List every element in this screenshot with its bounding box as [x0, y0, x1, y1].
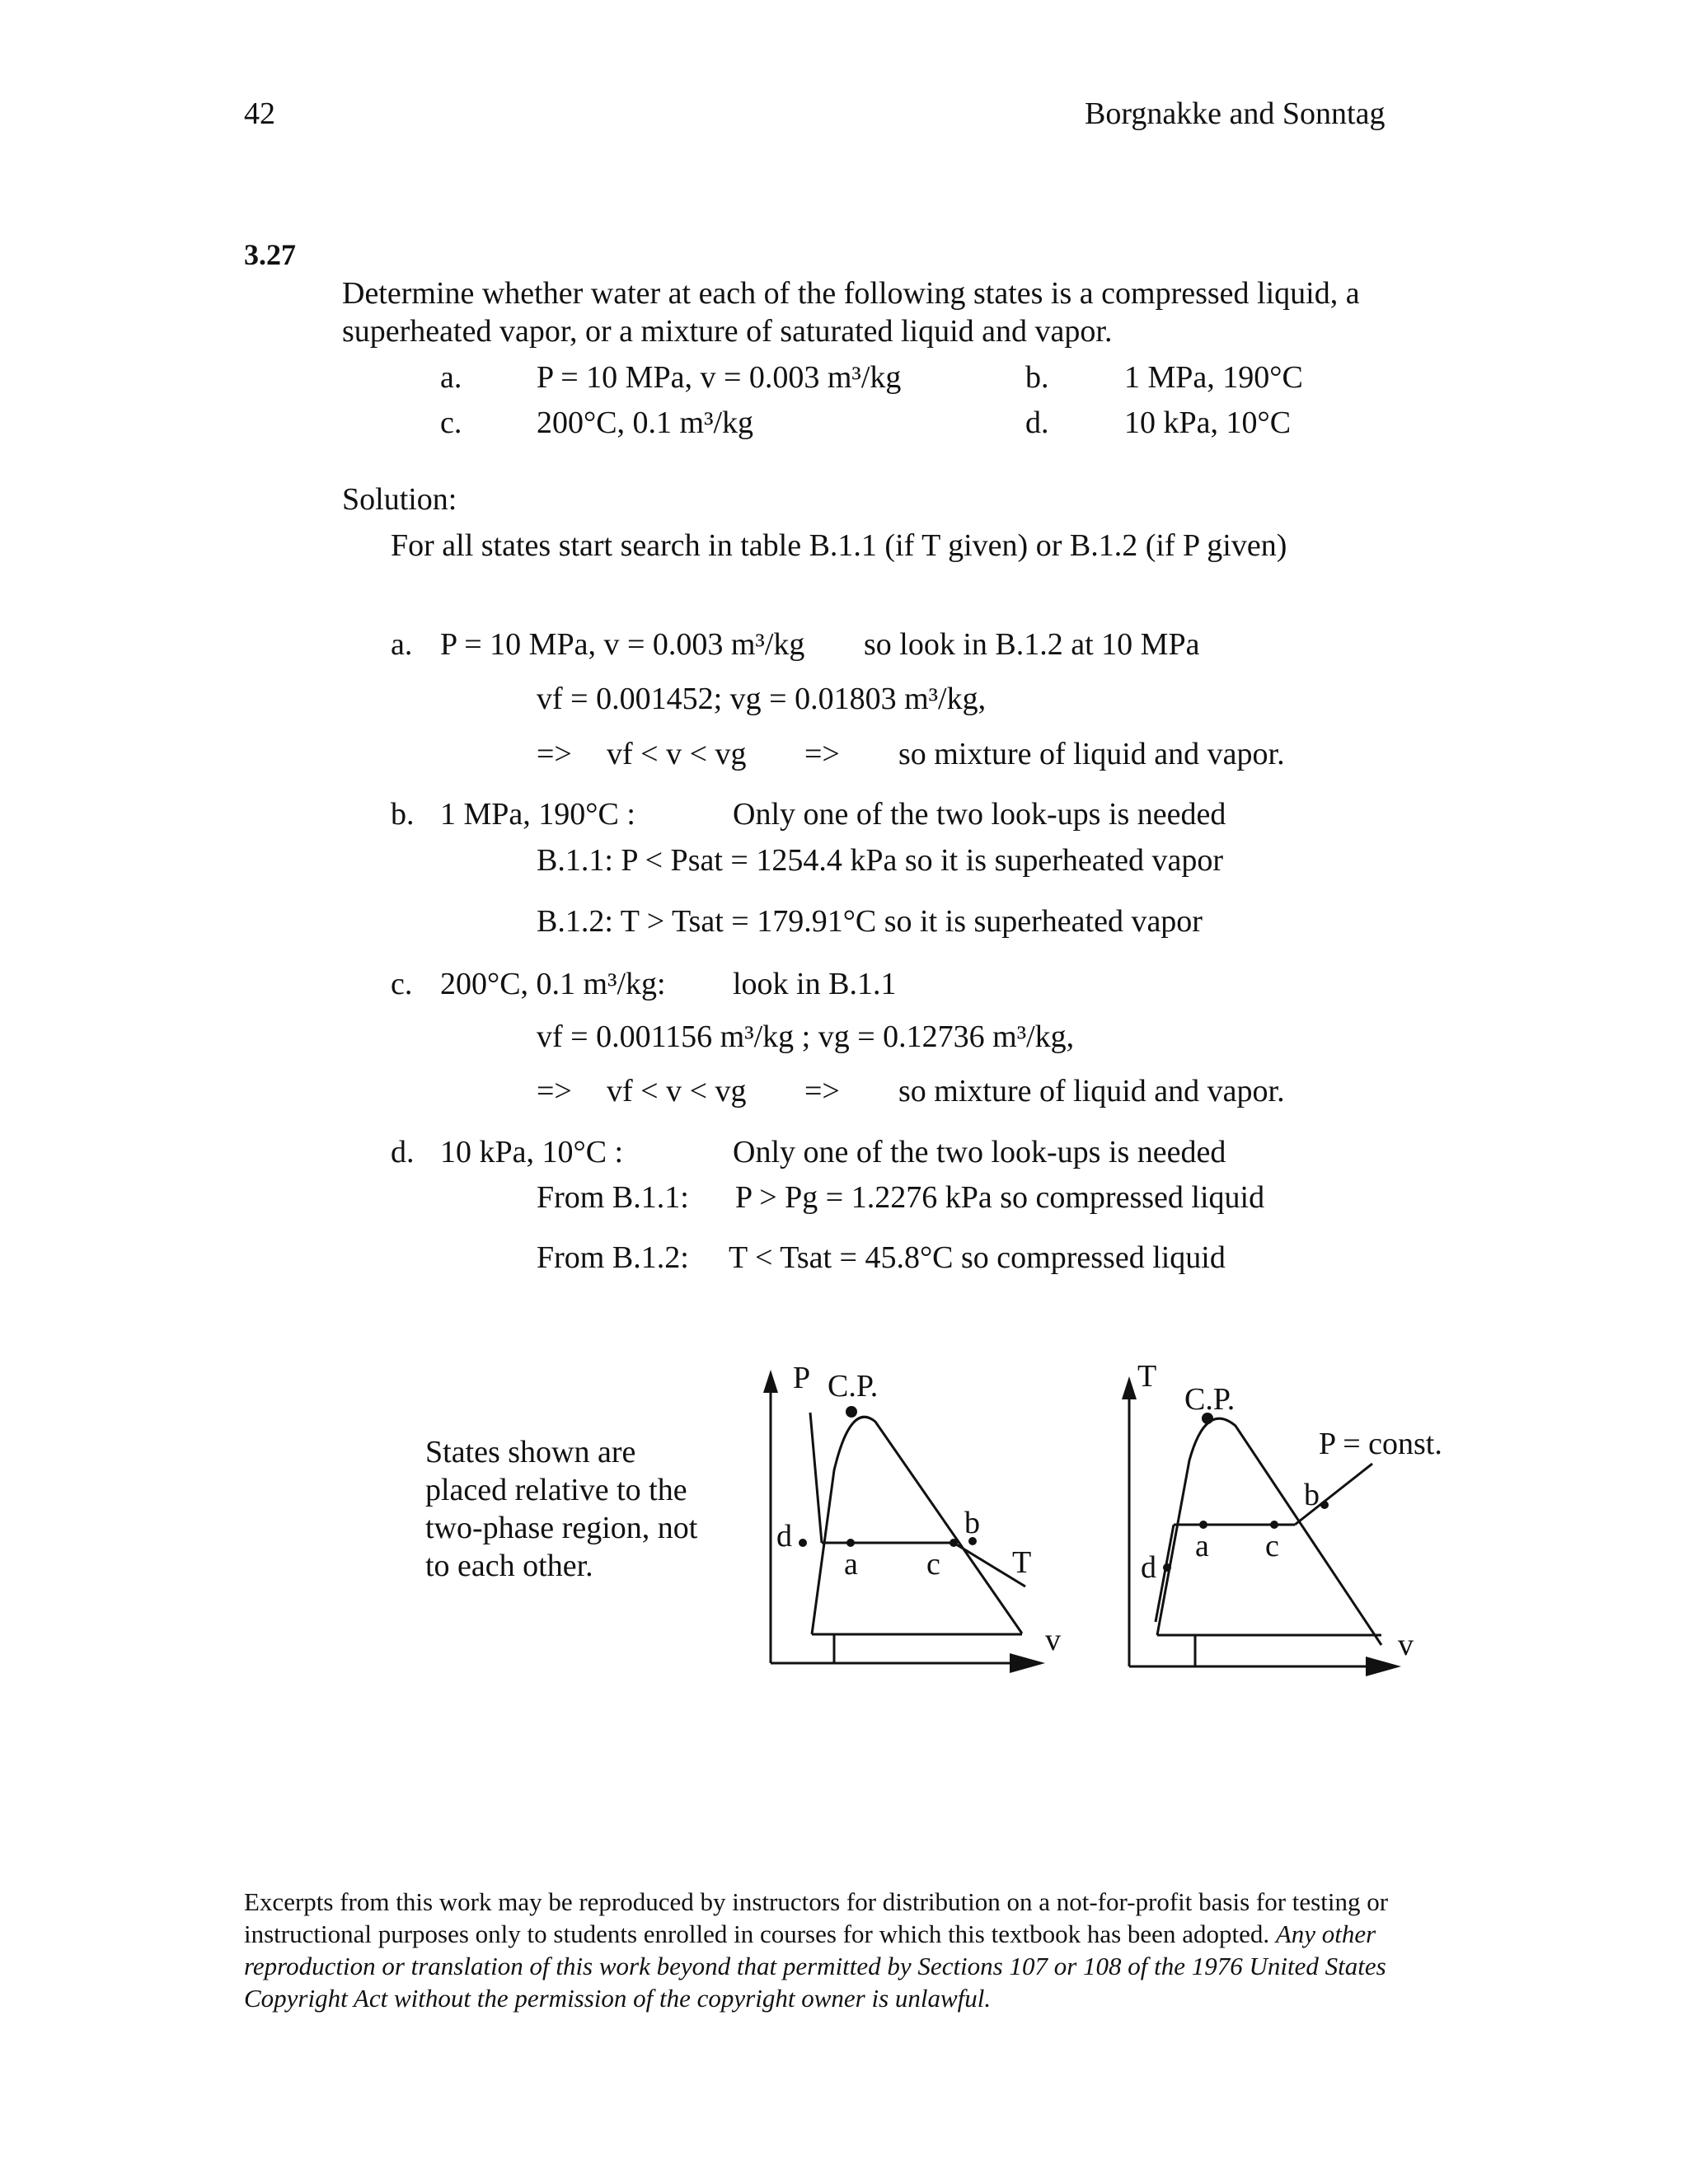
page-number: 42: [244, 96, 275, 131]
part-c-arrow2: =>: [804, 1074, 840, 1108]
pv-state-d-dot: [799, 1539, 807, 1547]
part-c-arrow1: =>: [537, 1074, 572, 1108]
part-d-given: 10 kPa, 10°C :: [440, 1135, 624, 1169]
part-c-line2: vf = 0.001156 m³/kg ; vg = 0.12736 m³/kg,: [537, 1019, 1075, 1054]
pv-d-label: d: [776, 1519, 792, 1554]
part-a-look: so look in B.1.2 at 10 MPa: [864, 627, 1200, 662]
tv-cp-label: C.P.: [1184, 1382, 1236, 1417]
footer-italic: Any other reproduction or translation of this work beyond that permitted by Sections 107 or 108 of the 1976 United States Copyright Act without the permission of the copyright owner is unlawful.: [244, 1919, 1386, 2013]
pv-y-axis-arrow: [763, 1370, 778, 1393]
pv-b-label: b: [964, 1506, 980, 1540]
part-c-conclusion: so mixture of liquid and vapor.: [898, 1074, 1285, 1108]
part-a-line2: vf = 0.001452; vg = 0.01803 m³/kg,: [537, 682, 987, 716]
state-d-label: d.: [1025, 405, 1049, 440]
pv-cp-label: C.P.: [828, 1369, 879, 1404]
part-b-label: b.: [391, 797, 415, 832]
figure-caption-line1: States shown are: [425, 1435, 636, 1469]
part-c-given: 200°C, 0.1 m³/kg:: [440, 967, 666, 1001]
solution-heading: Solution:: [342, 482, 457, 517]
footer-normal: Excerpts from this work may be reproduced by instructors for distribution on a not-for-profit basis for testing or instructional purposes only to students enrolled in courses for which this textbook has been adopted.: [244, 1887, 1389, 1948]
pv-state-c-dot: [950, 1539, 958, 1547]
part-a-arrow2: =>: [804, 737, 840, 771]
tv-x-axis-arrow: [1366, 1657, 1401, 1676]
part-a-given: P = 10 MPa, v = 0.003 m³/kg: [440, 627, 805, 662]
part-d-note: Only one of the two look-ups is needed: [733, 1135, 1226, 1169]
pv-a-label: a: [844, 1547, 858, 1582]
solution-intro: For all states start search in table B.1.1 (if T given) or B.1.2 (if P given): [391, 528, 1287, 563]
tv-liquid-isobar: [1156, 1525, 1174, 1622]
part-b-note: Only one of the two look-ups is needed: [733, 797, 1226, 832]
tv-x-label: v: [1398, 1628, 1414, 1662]
problem-statement-line1: Determine whether water at each of the following states is a compressed liquid, a: [342, 276, 1360, 311]
tv-isobar-label: P = const.: [1319, 1427, 1442, 1461]
pv-y-label: P: [793, 1361, 811, 1395]
pv-x-label: v: [1045, 1623, 1061, 1657]
part-d-line3-prefix: From B.1.2:: [537, 1240, 689, 1275]
pv-diagram: [758, 1352, 1104, 1690]
problem-statement-line2: superheated vapor, or a mixture of saturated liquid and vapor.: [342, 314, 1113, 349]
tv-d-label: d: [1141, 1550, 1156, 1585]
pv-critical-point: [846, 1406, 857, 1418]
figure-caption-line2: placed relative to the: [425, 1473, 687, 1507]
figure-caption-line4: to each other.: [425, 1549, 593, 1583]
pv-liquid-isotherm: [810, 1413, 822, 1543]
part-b-line3: B.1.2: T > Tsat = 179.91°C so it is superheated vapor: [537, 904, 1203, 939]
part-d-line3: T < Tsat = 45.8°C so compressed liquid: [729, 1240, 1226, 1275]
problem-number: 3.27: [244, 238, 296, 271]
part-a-compare: vf < v < vg: [607, 737, 747, 771]
part-b-given: 1 MPa, 190°C :: [440, 797, 635, 832]
state-a-label: a.: [440, 360, 462, 395]
copyright-footer: [244, 1886, 1447, 2014]
running-header: Borgnakke and Sonntag: [1085, 96, 1386, 131]
tv-b-label: b: [1304, 1478, 1320, 1512]
part-a-label: a.: [391, 627, 413, 662]
pv-isotherm-label: T: [1012, 1545, 1032, 1580]
part-c-compare: vf < v < vg: [607, 1074, 747, 1108]
state-c-value: 200°C, 0.1 m³/kg: [537, 405, 754, 440]
tv-state-c-dot: [1270, 1521, 1278, 1529]
tv-diagram: [1121, 1352, 1467, 1690]
tv-a-label: a: [1195, 1529, 1209, 1563]
pv-x-axis-arrow: [1010, 1653, 1045, 1673]
part-d-line2-prefix: From B.1.1:: [537, 1180, 689, 1215]
tv-c-label: c: [1265, 1529, 1279, 1563]
state-d-value: 10 kPa, 10°C: [1124, 405, 1292, 440]
tv-state-b-dot: [1320, 1501, 1329, 1509]
part-b-line2: B.1.1: P < Psat = 1254.4 kPa so it is superheated vapor: [537, 843, 1224, 878]
state-b-value: 1 MPa, 190°C: [1124, 360, 1303, 395]
part-c-look: look in B.1.1: [733, 967, 897, 1001]
part-c-label: c.: [391, 967, 413, 1001]
part-a-arrow1: =>: [537, 737, 572, 771]
part-d-line2: P > Pg = 1.2276 kPa so compressed liquid: [735, 1180, 1265, 1215]
part-d-label: d.: [391, 1135, 415, 1169]
tv-state-d-dot: [1163, 1563, 1171, 1572]
part-a-conclusion: so mixture of liquid and vapor.: [898, 737, 1285, 771]
state-b-label: b.: [1025, 360, 1049, 395]
tv-y-label: T: [1137, 1359, 1157, 1394]
state-c-label: c.: [440, 405, 462, 440]
state-a-value: P = 10 MPa, v = 0.003 m³/kg: [537, 360, 902, 395]
tv-y-axis-arrow: [1122, 1376, 1137, 1399]
pv-saturation-dome: [812, 1417, 1022, 1634]
pv-state-a-dot: [846, 1539, 855, 1547]
tv-state-a-dot: [1199, 1521, 1207, 1529]
figure-caption-line3: two-phase region, not: [425, 1511, 698, 1545]
pv-c-label: c: [926, 1547, 940, 1582]
